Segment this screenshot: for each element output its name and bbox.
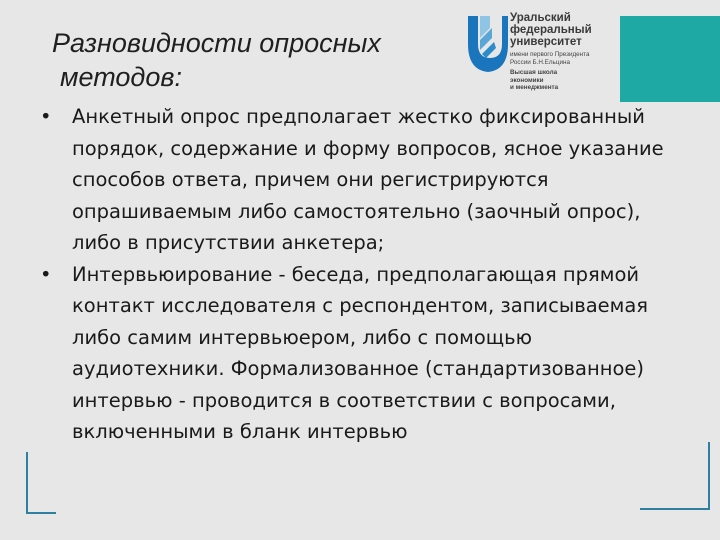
logo-school-line-2: экономики xyxy=(510,76,544,84)
frame-corner-right xyxy=(640,442,710,510)
university-logo xyxy=(466,12,606,104)
logo-name-line-1: Уральский xyxy=(510,12,571,24)
logo-subtitle-line-1: имени первого Президента xyxy=(510,51,590,58)
logo-name-line-3: университет xyxy=(510,36,582,48)
slide-title-line-1: Разновидности опросных xyxy=(52,28,381,58)
slide-title-line-2: методов: xyxy=(60,62,182,92)
bullet-text: Интервьюирование - беседа, предполагающая прямой контакт исследователя с респондентом, записываемая либо самим интервьюером, либо с помощью аудиотехники. Формализованное (стандартизованное) интервью - проводится в соответствии с вопросами, включенными в бланк интервью xyxy=(72,262,649,443)
accent-bar xyxy=(620,16,720,102)
logo-name-line-2: федеральный xyxy=(510,24,592,36)
list-item xyxy=(40,101,690,259)
logo-school-line-1: Высшая школа xyxy=(510,69,558,76)
logo-school-line-3: и менеджмента xyxy=(510,84,559,91)
bullet-text: Анкетный опрос предполагает жестко фиксированный порядок, содержание и форму вопросов, ясное указание способов ответа, причем они регистрируются опрашиваемым либо самостоятельно (заочный опрос), либо в присутствии анкетера; xyxy=(72,105,664,254)
frame-corner-left xyxy=(26,452,56,514)
bullet-marker: • xyxy=(40,105,52,128)
university-emblem-icon xyxy=(466,14,510,76)
slide-title xyxy=(52,26,381,94)
bullet-list xyxy=(40,101,690,448)
logo-subtitle-line-2: России Б.Н.Ельцина xyxy=(510,58,570,66)
list-item xyxy=(40,259,690,448)
bullet-marker: • xyxy=(40,262,52,286)
